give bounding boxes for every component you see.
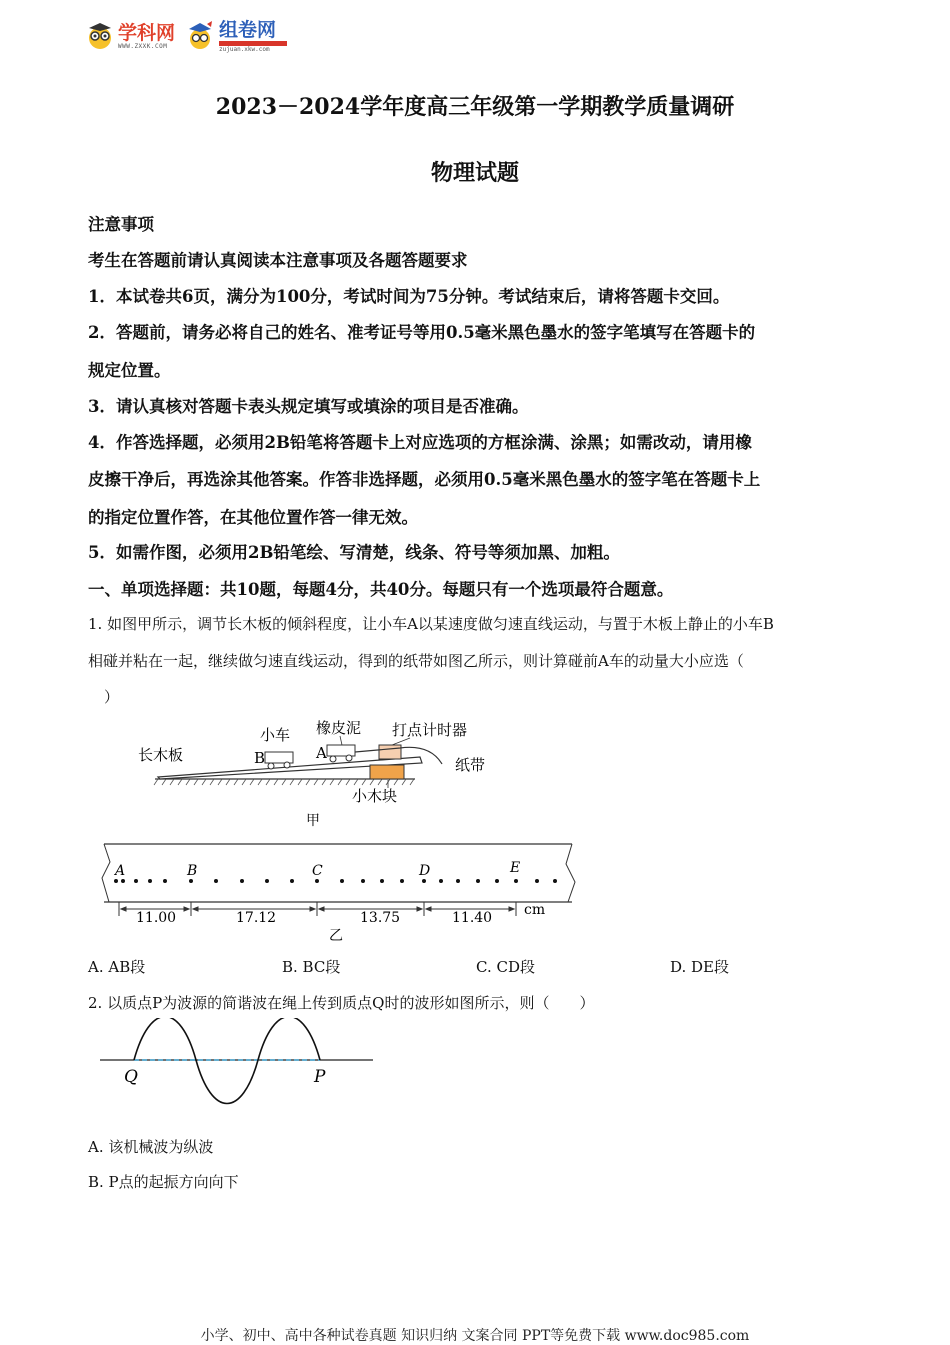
label-car: 小车 (260, 726, 291, 744)
notice-item-3: 3．请认真核对答题卡表头规定填写或填涂的项目是否准确。 (88, 397, 529, 416)
footer-ad: 小学、初中、高中各种试卷真题 知识归纳 文案合同 PPT等免费下载 www.doc985.com (200, 1328, 750, 1344)
q1-option-a[interactable]: A. AB段 (88, 958, 146, 976)
notice-item-2a: 2．答题前，请务必将自己的姓名、准考证号等用0.5毫米黑色墨水的签字笔填写在答题卡的 (88, 323, 756, 342)
tape-point-c: C (312, 863, 323, 879)
q1-stem-line3: ） (104, 688, 120, 706)
figure-paper-tape (96, 838, 580, 946)
page-subtitle: 物理试题 (430, 160, 519, 186)
label-p: P (314, 1067, 326, 1087)
owl-mascot-icon (86, 21, 114, 51)
tape-dots (114, 879, 557, 883)
section-heading: 一、单项选择题：共10题，每题4分，共40分。每题只有一个选项最符合题意。 (88, 580, 674, 599)
logo-zujuan-sub: zujuan.xkw.com (219, 45, 270, 53)
label-block: 小木块 (352, 787, 398, 805)
logo-zxxk-text: 学科网 (118, 21, 176, 44)
label-timer: 打点计时器 (392, 721, 468, 739)
label-q: Q (124, 1067, 138, 1087)
timer-box (379, 745, 401, 759)
distance-ab: 11.00 (136, 910, 177, 926)
notice-item-4b: 皮擦干净后，再选涂其他答案。作答非选择题，必须用0.5毫米黑色墨水的签字笔在答题卡上 (88, 470, 761, 489)
q2-option-b[interactable]: B. P点的起振方向向下 (88, 1173, 239, 1191)
logo-zxxk-sub: WWW.ZXXK.COM (118, 42, 168, 50)
caption-yi: 乙 (329, 928, 343, 944)
tape-point-e: E (510, 860, 521, 876)
q2-option-a[interactable]: A. 该机械波为纵波 (88, 1138, 214, 1156)
q2-stem: 2. 以质点P为波源的简谐波在绳上传到质点Q时的波形如图所示，则（ ） (88, 994, 595, 1012)
label-board: 长木板 (138, 746, 184, 764)
q1-option-d[interactable]: D. DE段 (670, 958, 730, 976)
tape-point-d: D (419, 863, 431, 879)
notice-item-4c: 的指定位置作答，在其他位置作答一律无效。 (88, 508, 418, 527)
notice-item-1: 1．本试卷共6页，满分为100分，考试时间为75分钟。考试结束后，请将答题卡交回。 (88, 287, 730, 306)
header-logos (86, 16, 287, 56)
tape-point-a: A (115, 863, 126, 879)
wood-block (370, 765, 404, 779)
label-tape: 纸带 (455, 756, 486, 774)
tape-point-b: B (187, 863, 198, 879)
logo-zujuan (185, 20, 287, 53)
q1-option-c[interactable]: C. CD段 (476, 958, 535, 976)
notice-item-4a: 4．作答选择题，必须用2B铅笔将答题卡上对应选项的方框涂满、涂黑；如需改动，请用橡 (88, 433, 752, 452)
figure-cart-setup (130, 712, 510, 832)
page-title: 2023－2024学年度高三年级第一学期教学质量调研 (215, 94, 735, 120)
cart-a (327, 745, 355, 756)
distance-de: 11.40 (452, 910, 493, 926)
distance-cd: 13.75 (360, 910, 401, 926)
cart-b (265, 752, 293, 763)
label-a: A (316, 744, 327, 762)
wave-curve (134, 1018, 320, 1104)
logo-zxxk (86, 21, 175, 51)
notice-heading: 注意事项 (88, 215, 154, 234)
distance-bc: 17.12 (236, 910, 277, 926)
notice-item-5: 5．如需作图，必须用2B铅笔绘、写清楚，线条、符号等须加黑、加粗。 (88, 543, 620, 562)
q1-option-b[interactable]: B. BC段 (282, 958, 341, 976)
q1-stem-line1: 1. 如图甲所示，调节长木板的倾斜程度，让小车A以某速度做匀速直线运动，与置于木板上静止的小车B (88, 615, 774, 633)
logo-zujuan-text: 组卷网 (219, 18, 277, 41)
unit-label: cm (524, 902, 546, 918)
mascot-icon (185, 20, 215, 52)
label-b: B (254, 749, 266, 767)
caption-jia: 甲 (306, 813, 320, 829)
notice-intro: 考生在答题前请认真阅读本注意事项及各题答题要求 (88, 251, 468, 270)
notice-item-2b: 规定位置。 (88, 361, 171, 380)
label-putty: 橡皮泥 (316, 719, 362, 737)
figure-wave (98, 1018, 378, 1118)
q1-stem-line2: 相碰并粘在一起，继续做匀速直线运动，得到的纸带如图乙所示，则计算碰前A车的动量大小应选（ (88, 652, 744, 670)
